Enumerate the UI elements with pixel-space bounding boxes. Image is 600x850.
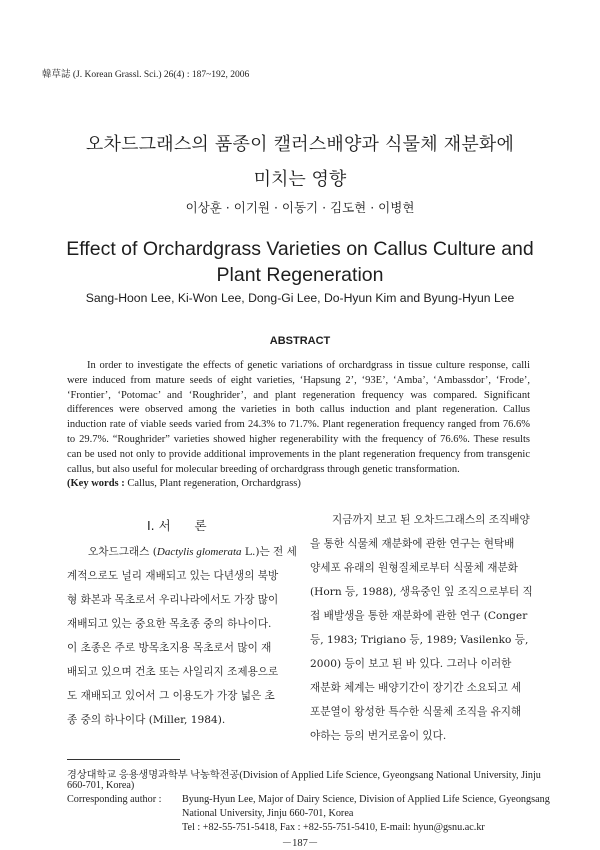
left-col-line-1: 오차드그래스 (Dactylis glomerata L.)는 전 세	[88, 546, 297, 558]
affiliation-line-1: 경상대학교 응용생명과학부 낙농학전공(Division of Applied Life Science, Gyeongsang National University, Jinju	[67, 770, 541, 781]
english-authors: Sang-Hoon Lee, Ki-Won Lee, Dong-Gi Lee, Do-Hyun Kim and Byung-Hyun Lee	[85, 291, 515, 305]
english-title-line2: Plant Regeneration	[216, 264, 384, 286]
abstract-text: In order to investigate the effects of genetic variations of orchardgrass in tissue culture response, calli were induced from mature seeds of eight varieties, ‘Hapsung 2’, ‘93E’, ‘Amba’, ‘Ambassdor’, ‘Frode’, ‘Frontier’, ‘Potomac’ and ‘Roughrider’, and plant regeneration frequency was compared. Significant differences were observed among the varieties in both callus induction and plant regeneration. Callus induction rate of viable seeds varied from 24.3% to 71.7%. Plant regeneration frequency ranged from 76.6% to 29.7%. “Roughrider” varieties showed higher regenerability with the frequency of 76.6%. These results can be used not only to provide additional improvements in the plant regeneration frequency from transgenic callus, but also useful for molecular breeding of orchardgrass through genetic transformation.	[67, 360, 530, 475]
left-col-line-3: 형 화본과 목초로서 우리나라에서도 가장 많이	[67, 594, 279, 606]
abstract-body	[67, 359, 530, 492]
left-col-line-7: 도 재배되고 있어서 그 이용도가 가장 넓은 초	[67, 690, 275, 702]
right-col-line-9: 포분열이 왕성한 특수한 식물체 조직을 유지해	[310, 706, 522, 718]
right-col-line-6: 등, 1983; Trigiano 등, 1989; Vasilenko 등,	[310, 634, 529, 646]
right-col-line-3: 양세포 유래의 원형질체로부터 식물체 재분화	[310, 562, 518, 574]
right-col-line-1: 지금까지 보고 된 오차드그래스의 조직배양	[332, 514, 530, 526]
species-name: Dactylis glomerata	[156, 546, 242, 558]
abstract-heading: ABSTRACT	[269, 335, 331, 347]
right-col-line-7: 2000) 등이 보고 된 바 있다. 그러나 이러한	[310, 658, 512, 670]
affiliation-line-2: 660-701, Korea)	[67, 780, 135, 791]
english-title-line1: Effect of Orchardgrass Varieties on Callus Culture and	[66, 238, 534, 260]
left-col-line-4: 재배되고 있는 중요한 목초종 중의 하나이다.	[67, 618, 272, 630]
keywords	[67, 477, 530, 492]
section-heading-introduction: Ⅰ. 서 론	[147, 518, 207, 533]
korean-title-line1: 오차드그래스의 품종이 캘러스배양과 식물체 재분화에	[85, 134, 515, 155]
keywords-text: Callus, Plant regeneration, Orchardgrass)	[127, 478, 301, 490]
right-col-line-4: (Horn 등, 1988), 생육중인 잎 조직으로부터 직	[310, 586, 533, 598]
left-col-line-8: 종 중의 하나이다 (Miller, 1984).	[67, 714, 226, 726]
corresponding-author-label: Corresponding author :	[67, 794, 162, 805]
left-col-line-6: 배되고 있으며 건초 또는 사일리지 조제용으로	[67, 666, 279, 678]
page-number: －187－	[281, 838, 319, 849]
corresponding-author-line-2: National University, Jinju 660-701, Korea	[182, 808, 354, 819]
right-col-line-8: 재분화 체계는 배양기간이 장기간 소요되고 세	[310, 682, 522, 694]
right-col-line-5: 접 배발생을 통한 재분화에 관한 연구 (Conger	[310, 610, 528, 622]
korean-title-line2: 미치는 영향	[253, 169, 347, 190]
journal-header: 韓草誌 (J. Korean Grassl. Sci.) 26(4) : 187~192, 2006	[42, 70, 250, 80]
corresponding-author-line-1: Byung-Hyun Lee, Major of Dairy Science, Division of Applied Life Science, Gyeongsang	[182, 794, 550, 805]
right-col-line-10: 야하는 등의 번거로움이 있다.	[310, 730, 447, 742]
left-col-line-2: 계적으로도 널리 재배되고 있는 다년생의 북방	[67, 570, 279, 582]
keywords-label: (Key words :	[67, 478, 125, 490]
korean-authors: 이상훈 · 이기원 · 이동기 · 김도현 · 이병현	[185, 200, 415, 215]
footnote-divider	[67, 759, 180, 760]
corresponding-author-contact: Tel : +82-55-751-5418, Fax : +82-55-751-5410, E-mail: hyun@gsnu.ac.kr	[182, 822, 485, 833]
right-col-line-2: 을 통한 식물체 재분화에 관한 연구는 현탁배	[310, 538, 515, 550]
left-col-line-5: 이 초종은 주로 방목초지용 목초로서 많이 재	[67, 642, 272, 654]
